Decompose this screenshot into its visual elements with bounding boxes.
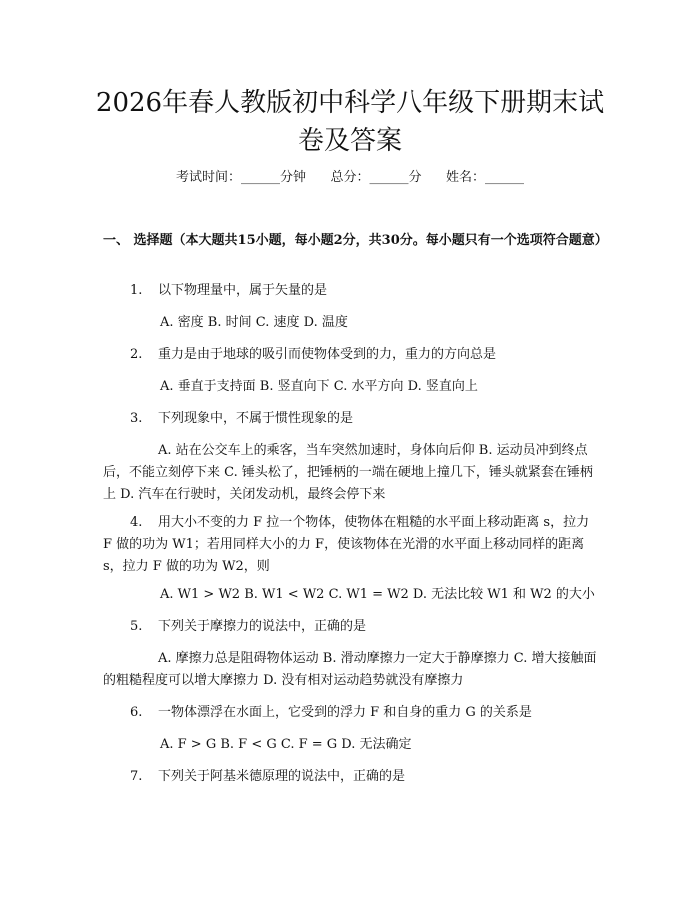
- question-stem: 重力是由于地球的吸引而使物体受到的力，重力的方向总是: [158, 347, 497, 362]
- question-number: 3.: [130, 411, 143, 426]
- question-number: 1.: [130, 283, 143, 298]
- question-number: 6.: [130, 705, 143, 720]
- question-5-options: A. 摩擦力总是阻碍物体运动 B. 滑动摩擦力一定大于静摩擦力 C. 增大接触面的粗糙程度可以增大摩擦力 D. 没有相对运动趋势就没有摩擦力: [103, 651, 597, 688]
- question-3: [130, 408, 600, 430]
- question-4-options: A. W1 > W2 B. W1 < W2 C. W1 = W2 D. 无法比较 W1 和 W2 的大小: [160, 587, 595, 602]
- question-stem: 下列关于阿基米德原理的说法中，正确的是: [158, 769, 406, 784]
- question-6-options: A. F > G B. F < G C. F = G D. 无法确定: [160, 737, 412, 752]
- question-1-options: A. 密度 B. 时间 C. 速度 D. 温度: [160, 315, 348, 330]
- question-5: [130, 616, 600, 638]
- question-stem: 一物体漂浮在水面上，它受到的浮力 F 和自身的重力 G 的关系是: [158, 705, 532, 720]
- question-1: [130, 280, 600, 302]
- question-stem: 下列关于摩擦力的说法中，正确的是: [158, 619, 367, 634]
- question-7: [130, 766, 600, 788]
- question-number: 2.: [130, 347, 143, 362]
- section-heading: 一、 选择题（本大题共15小题，每小题2分，共30分。每小题只有一个选项符合题意）: [103, 233, 608, 248]
- question-6: [130, 702, 600, 724]
- question-3-options: A. 站在公交车上的乘客，当车突然加速时，身体向后仰 B. 运动员冲到终点后，不能立刻停下来 C. 锤头松了，把锤柄的一端在硬地上撞几下，锤头就紧套在锤柄上 D. 汽车在行驶时，关闭发动机，最终会停下来: [103, 443, 593, 502]
- question-number: 4.: [130, 515, 143, 530]
- question-2: [130, 344, 600, 366]
- question-4: [103, 512, 600, 578]
- question-number: 7.: [130, 769, 143, 784]
- question-stem: 以下物理量中，属于矢量的是: [158, 283, 328, 298]
- question-stem: 下列现象中，不属于惯性现象的是: [158, 411, 354, 426]
- document-title: 2026年春人教版初中科学八年级下册期末试卷及答案: [95, 88, 605, 156]
- question-2-options: A. 垂直于支持面 B. 竖直向下 C. 水平方向 D. 竖直向上: [160, 379, 478, 394]
- exam-info: 考试时间：______分钟 总分：______分 姓名：______: [175, 170, 525, 185]
- question-number: 5.: [130, 619, 143, 634]
- question-stem: 用大小不变的力 F 拉一个物体，使物体在粗糙的水平面上移动距离 s，拉力 F 做的功为 W1；若用同样大小的力 F，使该物体在光滑的水平面上移动同样的距离 s，拉力 F 做的功为 W2，则: [103, 515, 590, 574]
